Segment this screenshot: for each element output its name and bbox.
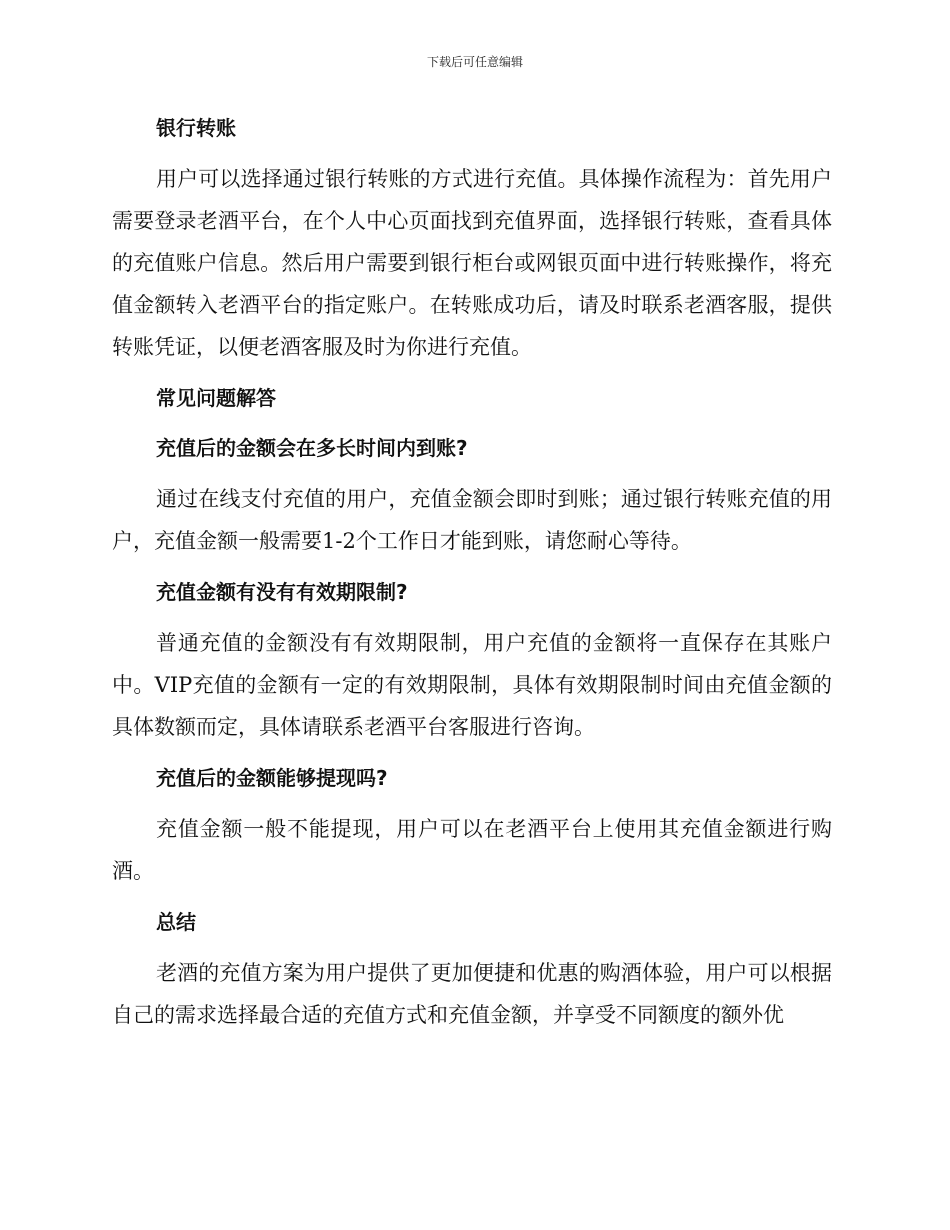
section-heading-bank-transfer: 银行转账 xyxy=(156,116,236,140)
section-heading-summary: 总结 xyxy=(156,910,196,934)
page-header: 下载后可任意编辑 xyxy=(426,55,523,69)
paragraph-summary: 老酒的充值方案为用户提供了更加便捷和优惠的购酒体验，用户可以根据自己的需求选择最合适的充值方式和充值金额，并享受不同额度的额外优 xyxy=(112,961,832,1027)
faq-answer-1: 通过在线支付充值的用户，充值金额会即时到账；通过银行转账充值的用户，充值金额一般需要1-2个工作日才能到账，请您耐心等待。 xyxy=(112,487,832,553)
faq-question-3: 充值后的金额能够提现吗? xyxy=(156,766,388,790)
faq-question-1: 充值后的金额会在多长时间内到账? xyxy=(156,436,468,460)
faq-question-2: 充值金额有没有有效期限制? xyxy=(156,580,408,604)
faq-answer-3: 充值金额一般不能提现，用户可以在老酒平台上使用其充值金额进行购酒。 xyxy=(112,817,832,883)
paragraph-bank-transfer: 用户可以选择通过银行转账的方式进行充值。具体操作流程为：首先用户需要登录老酒平台，在个人中心页面找到充值界面，选择银行转账，查看具体的充值账户信息。然后用户需要到银行柜台或网银页面中进行转账操作，将充值金额转入老酒平台的指定账户。在转账成功后，请及时联系老酒客服，提供转账凭证，以便老酒客服及时为你进行充值。 xyxy=(112,167,832,359)
section-heading-faq: 常见问题解答 xyxy=(156,386,276,410)
document-body xyxy=(112,108,832,1046)
faq-answer-2: 普通充值的金额没有有效期限制，用户充值的金额将一直保存在其账户中。VIP充值的金额有一定的有效期限制，具体有效期限制时间由充值金额的具体数额而定，具体请联系老酒平台客服进行咨询。 xyxy=(112,631,832,739)
